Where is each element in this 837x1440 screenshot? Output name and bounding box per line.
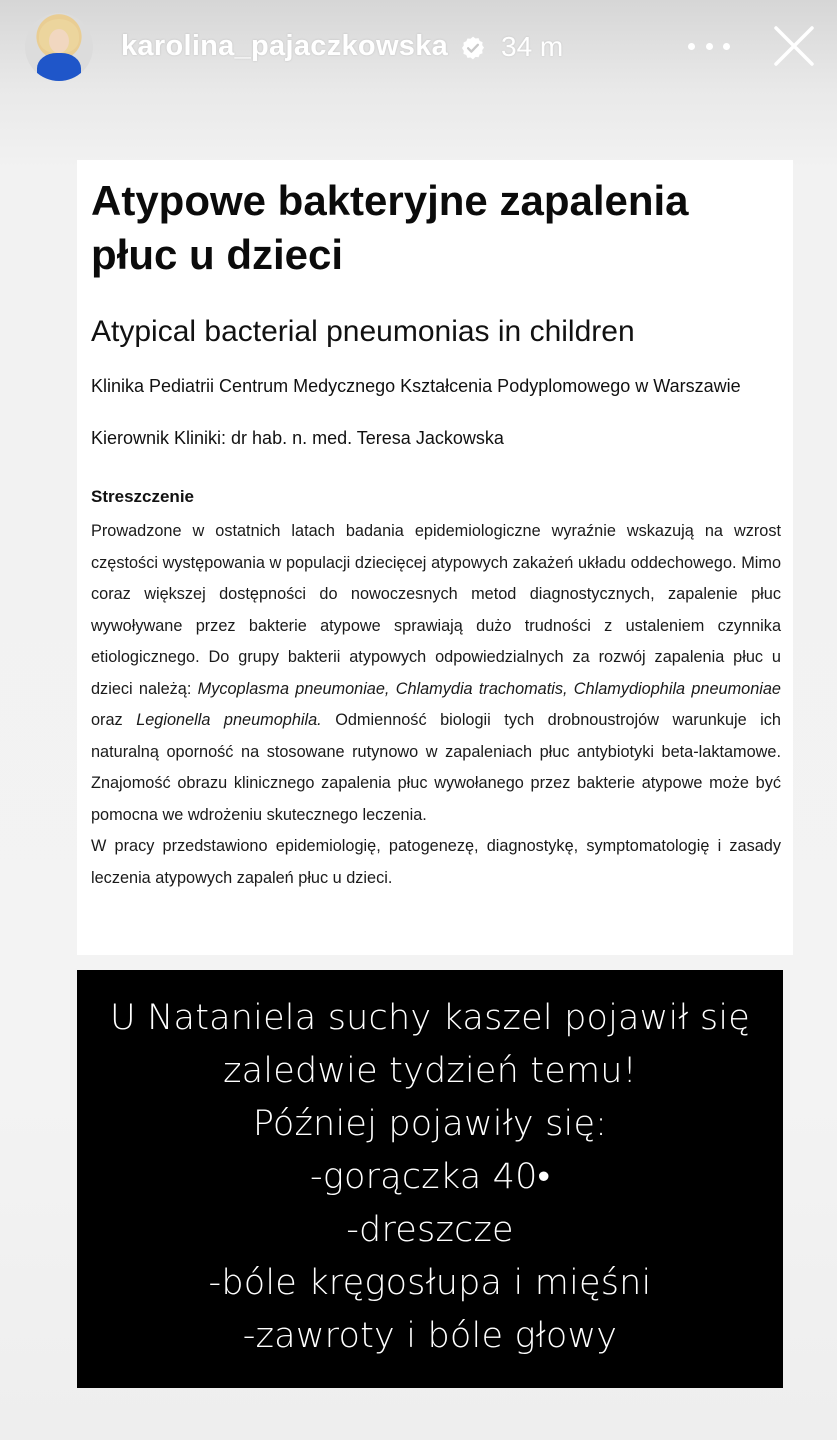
more-horizontal-icon-dot (688, 43, 695, 50)
abstract-body (91, 516, 781, 894)
abstract-paragraph (91, 516, 781, 831)
post-timestamp: 34 m (501, 31, 564, 62)
abstract-species: Mycoplasma pneumoniae, Chlamydia trachomatis, Chlamydiophila pneumoniae (197, 679, 781, 698)
overlay-line: U Nataniela suchy kaszel pojawił się (110, 998, 750, 1038)
overlay-line: zaledwie tydzień temu! (223, 1051, 637, 1091)
overlay-line: -gorączka 40• (309, 1157, 551, 1197)
article-subtitle: Atypical bacterial pneumonias in children (91, 315, 635, 348)
more-horizontal-icon-dot (706, 43, 713, 50)
more-horizontal-icon-dot (723, 43, 730, 50)
abstract-paragraph: W pracy przedstawiono epidemiologię, patogenezę, diagnostykę, symptomatologię i zasady leczenia atypowych zapaleń płuc u dzieci. (91, 837, 781, 887)
abstract-text: Odmienność biologii tych drobnoustrojów warunkuje ich naturalną oporność na stosowane rutynowo w zapaleniach płuc antybiotyki beta-laktamowe. Znajomość obrazu klinicznego zapalenia płuc wywołanego przez bakterie atypowe może być pomocna we wdrożeniu skutecznego leczenia. (91, 711, 781, 824)
article-title: Atypowe bakteryjne zapalenia płuc u dzieci (91, 177, 689, 278)
article-screenshot (77, 160, 793, 955)
article-head-of-clinic: Kierownik Kliniki: dr hab. n. med. Teresa Jackowska (91, 428, 504, 448)
article-affiliation: Klinika Pediatrii Centrum Medycznego Kształcenia Podyplomowego w Warszawie (91, 376, 741, 396)
avatar-dress (37, 53, 81, 81)
overlay-line: Później pojawiły się: (252, 1104, 608, 1144)
profile-avatar[interactable] (25, 13, 93, 81)
abstract-species: Legionella pneumophila. (136, 711, 322, 729)
avatar-face (49, 29, 69, 53)
abstract-text: oraz (91, 711, 137, 729)
abstract-heading: Streszczenie (91, 487, 194, 506)
more-options-button[interactable] (688, 30, 730, 62)
overlay-line: -bóle kręgosłupa i mięśni (208, 1263, 652, 1303)
abstract-text: Prowadzone w ostatnich latach badania epidemiologiczne wyraźnie wskazują na wzrost częstości występowania w populacji dziecięcej atypowych zakażeń układu oddechowego. Mimo coraz większej dostępności do nowoczesnych metod diagnostycznych, zapalenie płuc wywoływane przez bakterie atypowe sprawiają dużo trudności z ustaleniem czynnika etiologicznego. Do grupy bakterii atypowych odpowiedzialnych za rozwój zapalenia płuc u dzieci należą: (91, 522, 781, 698)
overlay-lines (77, 992, 783, 1363)
story-text-overlay (77, 970, 783, 1388)
overlay-line: -zawroty i bóle głowy (242, 1316, 618, 1356)
username-link[interactable]: karolina_pajaczkowska (121, 30, 449, 62)
close-icon[interactable] (770, 22, 818, 70)
verified-badge-icon (460, 35, 486, 61)
overlay-line: -dreszcze (346, 1210, 514, 1250)
story-header (0, 0, 837, 96)
